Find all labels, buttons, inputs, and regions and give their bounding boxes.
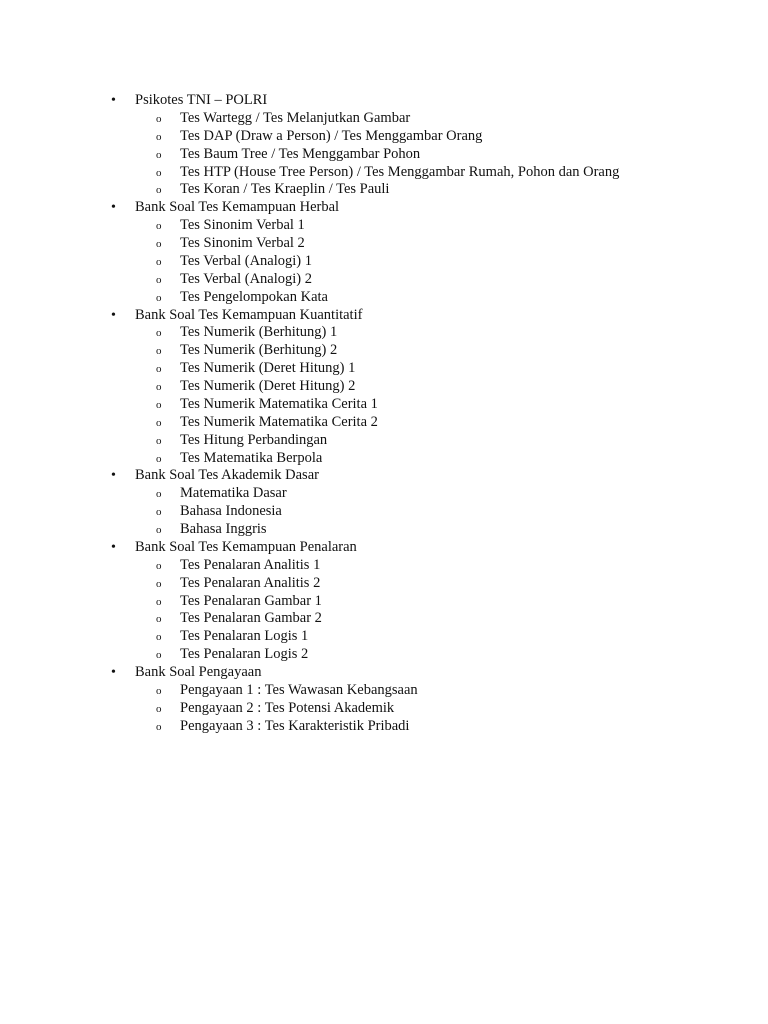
sub-bullet-icon: o — [156, 327, 162, 340]
item-label: Tes DAP (Draw a Person) / Tes Menggambar Orang — [180, 127, 483, 144]
item-label: Tes Sinonim Verbal 1 — [180, 217, 305, 234]
sub-bullet-icon: o — [156, 559, 162, 572]
sub-bullet-icon: o — [156, 398, 162, 411]
list-item — [0, 432, 768, 450]
list-item — [0, 503, 768, 521]
sub-bullet-icon: o — [156, 166, 162, 179]
list-item — [0, 700, 768, 718]
item-label: Pengayaan 3 : Tes Karakteristik Pribadi — [180, 717, 410, 734]
list-item — [0, 271, 768, 289]
list-item — [0, 414, 768, 432]
bullet-icon: • — [111, 200, 116, 216]
item-label: Tes Koran / Tes Kraeplin / Tes Pauli — [180, 181, 390, 198]
item-label: Tes Baum Tree / Tes Menggambar Pohon — [180, 145, 421, 162]
list-item — [0, 217, 768, 235]
sub-bullet-icon: o — [156, 416, 162, 429]
item-label: Tes Penalaran Gambar 2 — [180, 610, 322, 627]
sub-bullet-icon: o — [156, 434, 162, 447]
list-item — [0, 92, 768, 110]
section-psikotes — [0, 92, 768, 199]
sub-bullet-icon: o — [156, 345, 162, 358]
sub-bullet-icon: o — [156, 255, 162, 268]
sub-bullet-icon: o — [156, 702, 162, 715]
item-label: Tes Sinonim Verbal 2 — [180, 235, 305, 251]
section-title: Bank Soal Tes Kemampuan Herbal — [135, 199, 340, 216]
section-kemampuan-kuantitatif — [0, 307, 768, 468]
bullet-icon: • — [111, 307, 116, 323]
bullet-icon: • — [111, 468, 116, 484]
document-list — [0, 92, 768, 736]
section-kemampuan-penalaran — [0, 539, 768, 664]
sub-bullet-icon: o — [156, 291, 162, 304]
item-label: Matematika Dasar — [180, 485, 287, 502]
sub-bullet-icon: o — [156, 130, 162, 143]
list-item — [0, 450, 768, 468]
section-title: Bank Soal Tes Kemampuan Kuantitatif — [135, 306, 363, 323]
sub-bullet-icon: o — [156, 452, 162, 465]
bullet-icon: • — [111, 539, 116, 555]
item-label: Tes Hitung Perbandingan — [180, 431, 328, 448]
item-label: Bahasa Indonesia — [180, 503, 282, 520]
item-label: Tes Numerik (Deret Hitung) 2 — [180, 378, 356, 394]
list-item — [0, 718, 768, 736]
list-item — [0, 324, 768, 342]
list-item — [0, 646, 768, 664]
item-label: Tes Numerik (Berhitung) 2 — [180, 342, 338, 359]
item-label: Tes Verbal (Analogi) 1 — [180, 252, 313, 269]
list-item — [0, 360, 768, 378]
item-label: Tes Numerik (Berhitung) 1 — [180, 324, 338, 341]
item-label: Tes Penalaran Analitis 1 — [180, 556, 321, 573]
list-item — [0, 253, 768, 271]
sub-bullet-icon: o — [156, 381, 162, 393]
item-label: Tes Penalaran Logis 1 — [180, 628, 309, 645]
item-label: Bahasa Inggris — [180, 521, 267, 537]
list-item — [0, 682, 768, 700]
section-pengayaan — [0, 664, 768, 736]
list-item — [0, 146, 768, 164]
sub-bullet-icon: o — [156, 631, 162, 644]
sub-bullet-icon: o — [156, 684, 162, 697]
section-title: Psikotes TNI – POLRI — [135, 92, 268, 108]
section-akademik-dasar — [0, 467, 768, 539]
list-item — [0, 575, 768, 593]
sub-bullet-icon: o — [156, 577, 162, 590]
list-item — [0, 664, 768, 682]
item-label: Tes Wartegg / Tes Melanjutkan Gambar — [180, 109, 411, 126]
list-item — [0, 593, 768, 611]
list-item — [0, 396, 768, 414]
section-title: Bank Soal Tes Kemampuan Penalaran — [135, 538, 357, 555]
list-item — [0, 199, 768, 217]
sub-bullet-icon: o — [156, 506, 162, 519]
section-title: Bank Soal Pengayaan — [135, 664, 262, 680]
list-item — [0, 467, 768, 485]
list-item — [0, 342, 768, 360]
sub-bullet-icon: o — [156, 220, 162, 233]
list-item — [0, 628, 768, 646]
item-label: Tes Penalaran Logis 2 — [180, 646, 309, 663]
section-kemampuan-herbal — [0, 199, 768, 306]
list-item — [0, 181, 768, 199]
list-item — [0, 289, 768, 307]
item-label: Tes Numerik Matematika Cerita 1 — [180, 395, 378, 412]
list-item — [0, 557, 768, 575]
item-label: Tes Numerik Matematika Cerita 2 — [180, 413, 378, 430]
item-label: Tes Numerik (Deret Hitung) 1 — [180, 360, 356, 377]
sub-bullet-icon: o — [156, 595, 162, 608]
list-item — [0, 235, 768, 253]
sub-bullet-icon: o — [156, 524, 162, 536]
list-item — [0, 307, 768, 325]
item-label: Tes Pengelompokan Kata — [180, 288, 328, 305]
item-label: Tes Penalaran Analitis 2 — [180, 574, 321, 591]
item-label: Pengayaan 1 : Tes Wawasan Kebangsaan — [180, 681, 418, 698]
section-title: Bank Soal Tes Akademik Dasar — [135, 467, 319, 484]
sub-bullet-icon: o — [156, 112, 162, 125]
list-item — [0, 128, 768, 146]
sub-bullet-icon: o — [156, 184, 162, 197]
item-label: Tes HTP (House Tree Person) / Tes Menggambar Rumah, Pohon dan Orang — [180, 163, 620, 180]
list-item — [0, 110, 768, 128]
list-item — [0, 610, 768, 628]
item-label: Pengayaan 2 : Tes Potensi Akademik — [180, 699, 395, 716]
sub-bullet-icon: o — [156, 238, 162, 250]
sub-bullet-icon: o — [156, 488, 162, 501]
list-item — [0, 164, 768, 182]
bullet-icon: • — [111, 665, 116, 680]
sub-bullet-icon: o — [156, 363, 162, 376]
list-item — [0, 521, 768, 539]
item-label: Tes Verbal (Analogi) 2 — [180, 270, 313, 287]
sub-bullet-icon: o — [156, 649, 162, 662]
bullet-icon: • — [111, 93, 116, 108]
list-item — [0, 485, 768, 503]
item-label: Tes Matematika Berpola — [180, 449, 323, 466]
sub-bullet-icon: o — [156, 613, 162, 626]
sub-bullet-icon: o — [156, 148, 162, 161]
list-item — [0, 378, 768, 396]
sub-bullet-icon: o — [156, 273, 162, 286]
sub-bullet-icon: o — [156, 720, 162, 733]
list-item — [0, 539, 768, 557]
item-label: Tes Penalaran Gambar 1 — [180, 592, 322, 609]
